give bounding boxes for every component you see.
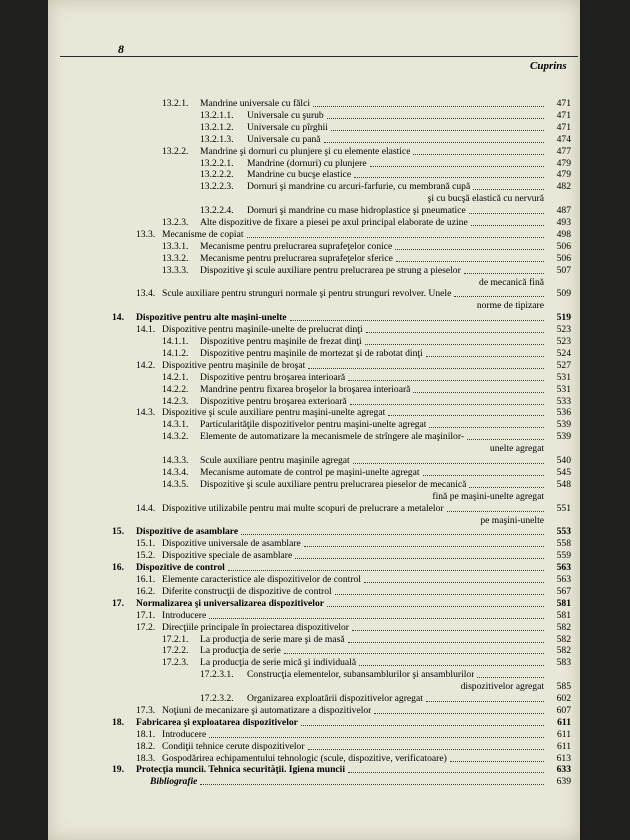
dot-leader — [284, 653, 544, 654]
toc-entry-row — [0, 776, 630, 788]
toc-page-number: 471 — [556, 109, 571, 121]
toc-entry-title: Introducere — [162, 728, 207, 740]
toc-entry-row — [0, 741, 630, 753]
dot-leader — [423, 475, 544, 476]
page-number: 8 — [118, 42, 124, 56]
dot-leader — [209, 737, 544, 738]
toc-entry-title: Dispozitive pentru broşarea interioară — [200, 371, 346, 383]
dot-leader — [353, 463, 544, 464]
dot-leader — [247, 237, 544, 238]
toc-entry-number: 17.2.1. — [162, 633, 189, 645]
toc-entry-row — [0, 217, 630, 229]
dot-leader — [413, 392, 544, 393]
toc-page-number: 487 — [556, 205, 571, 217]
toc-page-number: 540 — [556, 455, 571, 466]
toc-entry-number: 13.2.2.4. — [200, 205, 234, 217]
dot-leader — [364, 582, 544, 583]
toc-entry-title: Dornuri şi mandrine cu arcuri-farfurie, cu membrană cupă — [247, 181, 471, 193]
toc-entry-title: Mandrine pentru fixarea broşelor la broşarea interioară — [200, 383, 411, 395]
dot-leader — [388, 415, 544, 416]
toc-entry-number: 13.2.1.1. — [200, 109, 234, 121]
toc-entry-row — [0, 122, 630, 134]
dot-leader — [370, 166, 544, 167]
toc-entry-title: unelte agregat — [489, 443, 544, 455]
toc-entry-title: Gospodărirea echipamentului tehnologic (scule, dispozitive, verificatoare) — [162, 752, 447, 764]
toc-entry-number: 13.2.3. — [162, 217, 189, 228]
toc-page-number: 506 — [556, 240, 571, 252]
toc-entry-row — [0, 229, 630, 241]
toc-entry-number: 14.2. — [136, 359, 156, 371]
toc-page-number: 567 — [556, 585, 571, 597]
toc-page-number: 558 — [556, 538, 571, 550]
toc-chapter-row — [0, 526, 630, 538]
toc-entry-title: Dispozitive pentru alte maşini-unelte — [136, 312, 287, 324]
toc-entry-number: 14.3.1. — [162, 419, 189, 431]
toc-page-number: 585 — [556, 681, 571, 693]
dot-leader — [335, 594, 544, 595]
toc-entry-title: Dispozitive utilizabile pentru mai multe scopuri de prelucrare a metalelor — [162, 502, 444, 514]
toc-page-number: 581 — [556, 609, 571, 621]
toc-entry-row — [0, 669, 630, 681]
toc-page-number: 471 — [556, 121, 571, 133]
toc-entry-number: 13.2.2.2. — [200, 169, 234, 181]
toc-entry-row — [0, 610, 630, 622]
dot-leader — [450, 761, 544, 762]
toc-entry-row — [0, 205, 630, 217]
toc-entry-row — [0, 574, 630, 586]
toc-page-number: 533 — [556, 395, 571, 407]
dot-leader — [324, 142, 544, 143]
dot-leader — [413, 154, 544, 155]
toc-entry-number: 14.1.2. — [162, 347, 189, 359]
toc-entry-row — [0, 134, 630, 146]
dot-leader — [365, 344, 544, 345]
toc-entry-title: Dispozitive pentru maşinile-unelte de prelucrat dinţi — [162, 324, 363, 336]
toc-page-number: 611 — [556, 740, 571, 752]
toc-entry-title: Mecanisme pentru prelucrarea suprafeţelor conice — [200, 240, 393, 252]
toc-entry-row — [0, 110, 630, 122]
dot-leader — [447, 511, 544, 512]
toc-page-number: 613 — [556, 752, 571, 764]
toc-page-number: 509 — [556, 288, 571, 300]
toc-page-number: 633 — [556, 764, 571, 776]
toc-page-number: 493 — [556, 217, 571, 228]
toc-entry-title: Universale cu pană — [247, 133, 321, 145]
toc-entry-row — [0, 348, 630, 360]
toc-entry-row — [0, 288, 630, 300]
toc-page-number: 531 — [556, 371, 571, 383]
dot-leader — [469, 487, 544, 488]
toc-entry-number: 17.2.3.1. — [200, 669, 234, 681]
toc-entry-title: Dispozitive şi scule auxiliare pentru maşini-unelte agregat — [162, 407, 386, 419]
toc-page-number: 477 — [556, 145, 571, 157]
toc-entry-title: Particularităţile dispozitivelor pentru maşini-unelte agregat — [200, 419, 427, 431]
dot-leader — [290, 320, 544, 321]
toc-entry-row — [0, 586, 630, 598]
toc-entry-number: 13.2.1.2. — [200, 121, 234, 133]
dot-leader — [327, 118, 544, 119]
toc-entry-title: La producţia de serie mare şi de masă — [200, 633, 345, 645]
toc-page-number: 611 — [556, 728, 571, 740]
toc-entry-title: Dornuri şi mandrine cu mase hidroplastice şi pneumatice — [247, 205, 466, 217]
dot-leader — [209, 618, 544, 619]
toc-entry-row — [0, 241, 630, 253]
dot-leader — [352, 630, 544, 631]
toc-entry-row — [0, 550, 630, 562]
toc-page-number: 548 — [556, 478, 571, 490]
toc-entry-title: Organizarea exploatării dispozitivelor agregat — [247, 693, 423, 704]
toc-chapter-row — [0, 562, 630, 574]
toc-entry-title: Dispozitive pentru maşinile de mortezat şi de rabotat dinţi — [200, 347, 423, 359]
toc-entry-row — [0, 253, 630, 265]
toc-entry-number: 18. — [112, 716, 124, 728]
toc-entry-title: dispozitivelor agregat — [460, 681, 544, 693]
toc-entry-row — [0, 146, 630, 158]
toc-entry-number: 18.3. — [136, 752, 156, 764]
toc-entry-title: Bibliografie — [150, 776, 198, 788]
toc-entry-title: Dispozitive universale de asamblare — [162, 538, 301, 550]
toc-entry-title: Mecanisme automate de control pe maşini-unelte agregat — [200, 466, 420, 478]
toc-page-number: 583 — [556, 657, 571, 669]
toc-entry-row — [0, 300, 630, 312]
toc-entry-number: 16.2. — [136, 585, 156, 597]
toc-page-number: 527 — [556, 359, 571, 371]
dot-leader — [350, 404, 544, 405]
toc-page-number: 581 — [556, 597, 571, 609]
toc-entry-number: 17.1. — [136, 609, 156, 621]
dot-leader — [426, 701, 544, 702]
toc-entry-number: 14.2.1. — [162, 371, 189, 383]
toc-entry-title: La producţia de serie — [200, 645, 281, 657]
toc-page-number: 563 — [556, 562, 571, 574]
toc-entry-number: 13.3.1. — [162, 240, 189, 252]
dot-leader — [313, 106, 544, 107]
dot-leader — [471, 225, 544, 226]
toc-entry-row — [0, 622, 630, 634]
toc-page-number: 563 — [556, 574, 571, 585]
toc-entry-title: Universale cu pîrghii — [247, 121, 328, 133]
toc-page-number: 551 — [556, 502, 571, 514]
dot-leader — [467, 439, 544, 440]
toc-entry-title: Scule auxiliare pentru maşinile agregat — [200, 455, 350, 466]
toc-entry-number: 18.1. — [136, 728, 156, 740]
toc-entry-title: Dispozitive de asamblare — [136, 526, 239, 538]
toc-entry-row — [0, 634, 630, 646]
toc-page-number: 506 — [556, 252, 571, 264]
toc-entry-row — [0, 265, 630, 277]
toc-entry-number: 13.3.2. — [162, 252, 189, 264]
toc-entry-number: 13.2.2.1. — [200, 157, 234, 169]
toc-entry-title: Dispozitive şi scule auxiliare pentru prelucrarea pieselor de mecanică — [200, 478, 467, 490]
toc-entry-title: Elemente de automatizare la mecanismele de strîngere ale maşinilor- — [200, 431, 465, 443]
toc-entry-number: 14.4. — [136, 502, 156, 514]
toc-entry-title: Mandrine universale cu fălci — [200, 98, 311, 109]
toc-page-number: 545 — [556, 466, 571, 478]
toc-page-number: 582 — [556, 645, 571, 657]
toc-entry-number: 16. — [112, 562, 124, 574]
toc-page-number: 479 — [556, 157, 571, 169]
dot-leader — [331, 130, 544, 131]
toc-entry-number: 14.3.4. — [162, 466, 189, 478]
toc-page-number: 582 — [556, 633, 571, 645]
dot-leader — [200, 784, 544, 785]
toc-entry-number: 18.2. — [136, 740, 156, 752]
toc-entry-title: Fabricarea şi exploatarea dispozitivelor — [136, 716, 298, 728]
toc-entry-title: Dispozitive pentru maşinile de frezat dinţi — [200, 336, 362, 347]
toc-entry-row — [0, 538, 630, 550]
toc-entry-title: La producţia de serie mică şi individuală — [200, 657, 357, 669]
toc-page-number: 559 — [556, 550, 571, 562]
toc-entry-row — [0, 503, 630, 515]
toc-entry-title: Dispozitive şi scule auxiliare pentru prelucrarea pe strung a pieselor — [200, 264, 461, 276]
toc-page-number: 539 — [556, 419, 571, 431]
toc-entry-number: 17.2.3.2. — [200, 693, 234, 704]
toc-entry-title: fină pe maşini-unelte agregat — [432, 490, 544, 502]
toc-page-number: 479 — [556, 169, 571, 181]
dot-leader — [374, 713, 544, 714]
toc-entry-number: 14. — [112, 312, 124, 324]
toc-entry-title: Dispozitive de control — [136, 562, 225, 574]
dot-leader — [241, 534, 544, 535]
toc-page-number: 611 — [557, 716, 571, 728]
toc-entry-number: 15.1. — [136, 538, 156, 550]
toc-entry-row — [0, 419, 630, 431]
dot-leader — [469, 213, 544, 214]
dot-leader — [454, 296, 544, 297]
toc-entry-title: Diferite construcţii de dispozitive de control — [162, 585, 332, 597]
dot-leader — [359, 665, 544, 666]
toc-entry-title: norme de tipizare — [476, 300, 544, 312]
toc-entry-row — [0, 443, 630, 455]
toc-entry-number: 13.3. — [136, 228, 156, 240]
toc-entry-title: Normalizarea şi universalizarea dispozitivelor — [136, 597, 325, 609]
toc-entry-row — [0, 169, 630, 181]
toc-entry-number: 14.3.3. — [162, 455, 189, 466]
dot-leader — [308, 749, 544, 750]
toc-entry-number: 14.2.3. — [162, 395, 189, 407]
toc-page-number: 582 — [556, 621, 571, 633]
toc-entry-title: Universale cu şurub — [247, 109, 324, 121]
toc-page-number: 498 — [556, 228, 571, 240]
toc-entry-title: Mecanisme pentru prelucrarea suprafeţelor sferice — [200, 252, 393, 264]
dot-leader — [464, 273, 544, 274]
dot-leader — [396, 261, 544, 262]
toc-entry-number: 14.1. — [136, 324, 156, 336]
toc-entry-row — [0, 372, 630, 384]
toc-entry-title: Direcţiile principale în proiectarea dispozitivelor — [162, 621, 349, 633]
toc-entry-number: 14.3.2. — [162, 431, 189, 443]
toc-entry-row — [0, 98, 630, 110]
dot-leader — [477, 677, 544, 678]
toc-entry-number: 15.2. — [136, 550, 156, 562]
dot-leader — [348, 642, 544, 643]
toc-entry-title: Mecanisme de copiat — [162, 228, 244, 240]
dot-leader — [295, 558, 544, 559]
toc-page-number: 607 — [556, 704, 571, 716]
toc-entry-row — [0, 384, 630, 396]
dot-leader — [308, 368, 544, 369]
toc-page-number: 553 — [556, 526, 571, 538]
toc-entry-number: 17.2.3. — [162, 657, 189, 669]
toc-page-number: 602 — [556, 693, 571, 704]
toc-entry-title: Mandrine şi dornuri cu plunjere şi cu elemente elastice — [200, 145, 411, 157]
toc-entry-number: 17. — [112, 597, 124, 609]
toc-page-number: 536 — [556, 407, 571, 419]
toc-entry-row — [0, 181, 630, 193]
toc-entry-row — [0, 431, 630, 443]
toc-entry-title: Condiţii tehnice cerute dispozitivelor — [162, 740, 305, 752]
toc-entry-row — [0, 455, 630, 467]
dot-leader — [366, 332, 544, 333]
toc-entry-title: Mandrine (dornuri) cu plunjere — [247, 157, 367, 169]
toc-entry-number: 13.4. — [136, 288, 156, 300]
toc-entry-row — [0, 336, 630, 348]
dot-leader — [426, 356, 544, 357]
toc-page-number: 474 — [556, 133, 571, 145]
toc-entry-row — [0, 693, 630, 705]
toc-entry-title: Construcţia elementelor, subansamblurilor şi ansamblurilor — [247, 669, 475, 681]
toc-chapter-row — [0, 717, 630, 729]
toc-chapter-row — [0, 598, 630, 610]
toc-entry-row — [0, 158, 630, 170]
toc-page-number: 523 — [556, 336, 571, 347]
dot-leader — [354, 177, 544, 178]
toc-entry-row — [0, 324, 630, 336]
toc-entry-number: 13.2.2. — [162, 145, 189, 157]
toc-entry-row — [0, 360, 630, 372]
toc-page-number: 482 — [556, 181, 571, 193]
running-header-title: Cuprins — [530, 60, 567, 72]
toc-entry-number: 13.2.2.3. — [200, 181, 234, 193]
toc-page-number: 531 — [556, 383, 571, 395]
toc-entry-title: şi cu bucşă elastică cu nervură — [427, 193, 544, 205]
toc-entry-title: de mecanică fină — [479, 276, 544, 288]
toc-entry-number: 13.3.3. — [162, 264, 189, 276]
toc-entry-number: 14.3. — [136, 407, 156, 419]
toc-entry-number: 14.2.2. — [162, 383, 189, 395]
toc-entry-row — [0, 277, 630, 289]
toc-entry-row — [0, 467, 630, 479]
dot-leader — [429, 427, 544, 428]
toc-entry-row — [0, 657, 630, 669]
toc-entry-number: 17.3. — [136, 704, 156, 716]
toc-entry-title: Elemente caracteristice ale dispozitivelor de control — [162, 574, 361, 585]
toc-entry-row — [0, 645, 630, 657]
toc-entry-row — [0, 681, 630, 693]
toc-entry-row — [0, 193, 630, 205]
toc-entry-number: 14.1.1. — [162, 336, 189, 347]
dot-leader — [395, 249, 544, 250]
dot-leader — [301, 725, 544, 726]
toc-page-number: 519 — [556, 312, 571, 324]
toc-entry-title: Scule auxiliare pentru strunguri normale şi pentru strunguri revolver. Unele — [162, 288, 452, 300]
toc-entry-row — [0, 705, 630, 717]
toc-entry-number: 14.3.5. — [162, 478, 189, 490]
dot-leader — [327, 606, 544, 607]
toc-page-number: 471 — [556, 98, 571, 109]
toc-entry-number: 15. — [112, 526, 124, 538]
toc-page-number: 507 — [556, 264, 571, 276]
toc-entry-row — [0, 753, 630, 765]
toc-entry-title: pe maşini-unelte — [480, 514, 544, 526]
toc-entry-number: 17.2.2. — [162, 645, 189, 657]
toc-chapter-row — [0, 764, 630, 776]
toc-entry-row — [0, 515, 630, 527]
dot-leader — [304, 546, 544, 547]
dot-leader — [348, 380, 544, 381]
toc-entry-row — [0, 407, 630, 419]
toc-entry-row — [0, 396, 630, 408]
toc-page-number: 539 — [556, 431, 571, 443]
toc-entry-title: Mandrine cu bucşe elastice — [247, 169, 352, 181]
toc-page-number: 639 — [556, 776, 571, 788]
toc-page-number: 524 — [556, 347, 571, 359]
toc-entry-title: Protecţia muncii. Tehnica securităţii. Igiena muncii — [136, 764, 346, 776]
toc-entry-row — [0, 479, 630, 491]
dot-leader — [228, 570, 544, 571]
toc-entry-number: 16.1. — [136, 574, 156, 585]
dot-leader — [473, 189, 544, 190]
toc-entry-number: 13.2.1. — [162, 98, 189, 109]
toc-entry-number: 13.2.1.3. — [200, 133, 234, 145]
dot-leader — [348, 772, 544, 773]
toc-entry-row — [0, 729, 630, 741]
toc-entry-title: Alte dispozitive de fixare a piesei pe axul principal elaborate de uzine — [200, 217, 468, 228]
toc-entry-title: Dispozitive pentru broşarea exterioară — [200, 395, 347, 407]
toc-entry-number: 17.2. — [136, 621, 156, 633]
toc-entry-title: Dispozitive pentru maşinile de broşat — [162, 359, 306, 371]
toc-entry-title: Introducere — [162, 609, 207, 621]
toc-chapter-row — [0, 312, 630, 324]
toc-entry-number: 19. — [112, 764, 124, 776]
toc-entry-row — [0, 491, 630, 503]
toc-page-number: 523 — [556, 324, 571, 336]
toc-entry-title: Noţiuni de mecanizare şi automatizare a dispozitivelor — [162, 704, 372, 716]
toc-entry-title: Dispozitive speciale de asamblare — [162, 550, 293, 562]
